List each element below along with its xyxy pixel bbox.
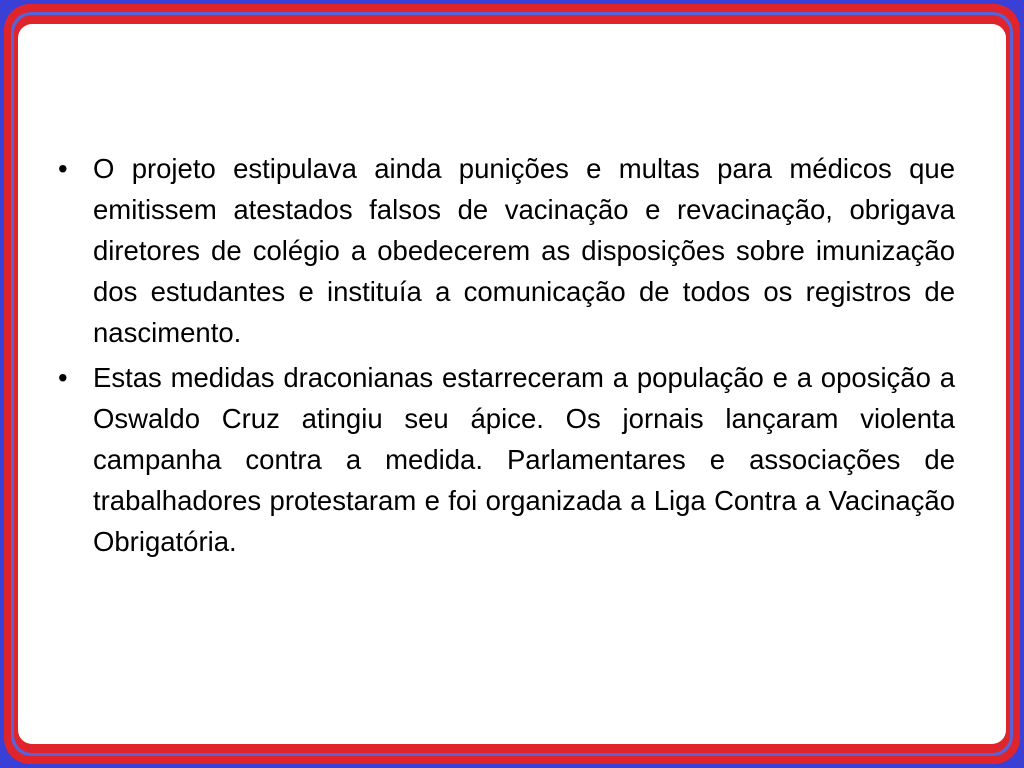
bullet-text-2: Estas medidas draconianas estarreceram a população e a oposição a Oswaldo Cruz atingiu seu ápice. Os jornais lançaram violenta campanha contra a medida. Parlamentares e associações de trabalhadores protestaram e foi organizada a Liga Contra a Vacinação Obrigatória.	[93, 362, 955, 557]
bullet-marker-icon: •	[58, 362, 68, 393]
bullet-item-1	[58, 148, 955, 353]
bullet-list	[58, 148, 955, 566]
bullet-marker-icon: •	[58, 153, 68, 184]
bullet-item-2	[58, 357, 955, 562]
bullet-text-1: O projeto estipulava ainda punições e multas para médicos que emitissem atestados falsos de vacinação e revacinação, obrigava diretores de colégio a obedecerem as disposições sobre imunização dos estudantes e instituía a comunicação de todos os registros de nascimento.	[93, 153, 955, 348]
